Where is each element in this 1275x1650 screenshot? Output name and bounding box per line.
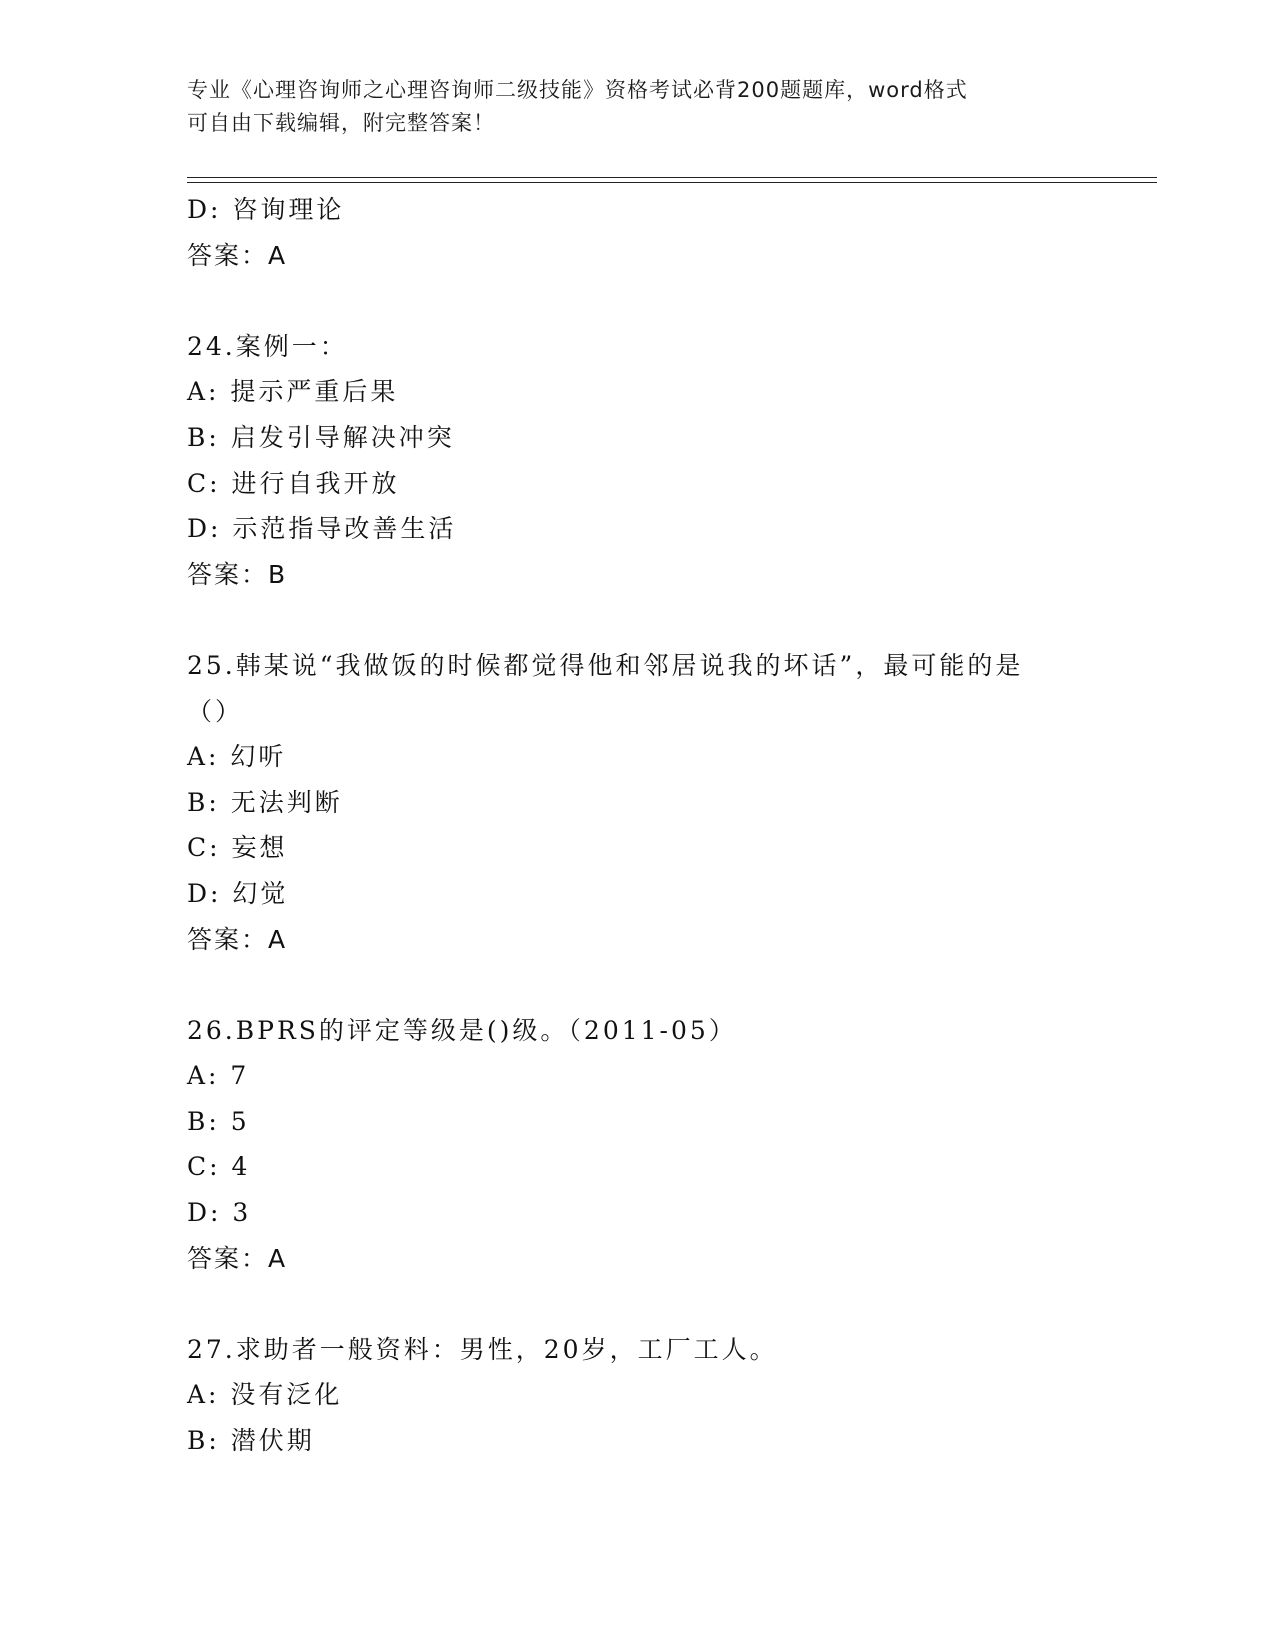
option-d: D: 幻觉: [187, 878, 289, 908]
spacer: [187, 1281, 1087, 1327]
option-b: B: 潜伏期: [187, 1426, 315, 1456]
option-b: B: 启发引导解决冲突: [187, 422, 455, 452]
spacer: [187, 962, 1087, 1008]
document-header: [187, 74, 1087, 140]
question-26: [187, 1008, 1087, 1282]
header-line-2: 可自由下载编辑，附完整答案！: [187, 111, 495, 135]
option-b: B: 无法判断: [187, 787, 343, 817]
option-a: A: 提示严重后果: [187, 377, 399, 407]
question-text: 27.求助者一般资料：男性，20岁，工厂工人。: [187, 1334, 778, 1364]
question-24: [187, 324, 1087, 598]
option-a: A: 7: [187, 1061, 250, 1091]
option-b: B: 5: [187, 1106, 250, 1136]
question-text: 26.BPRS的评定等级是()级。（2011-05）: [187, 1015, 737, 1045]
header-divider-top: [187, 177, 1157, 178]
question-27: [187, 1327, 1087, 1464]
answer: 答案：A: [187, 924, 288, 954]
question-list: [187, 187, 1087, 1464]
question-text-continued: （）: [187, 696, 244, 726]
answer: 答案：A: [187, 1243, 288, 1273]
header-line-1: 专业《心理咨询师之心理咨询师二级技能》资格考试必背200题题库，word格式: [187, 78, 968, 102]
previous-option-d: D: 咨询理论: [187, 195, 345, 224]
answer: 答案：B: [187, 559, 288, 589]
option-a: A: 幻听: [187, 742, 287, 772]
question-25: [187, 643, 1087, 962]
option-c: C: 妄想: [187, 833, 288, 863]
option-a: A: 没有泛化: [187, 1380, 343, 1410]
spacer: [187, 278, 1087, 324]
option-c: C: 4: [187, 1152, 251, 1182]
option-d: D: 3: [187, 1198, 252, 1228]
question-text: 25.韩某说“我做饭的时候都觉得他和邻居说我的坏话”，最可能的是: [187, 650, 1024, 680]
spacer: [187, 597, 1087, 643]
header-divider-bottom: [187, 182, 1157, 183]
option-d: D: 示范指导改善生活: [187, 514, 457, 544]
option-c: C: 进行自我开放: [187, 468, 400, 498]
question-text: 24.案例一：: [187, 331, 348, 361]
previous-answer: 答案：A: [187, 240, 288, 270]
